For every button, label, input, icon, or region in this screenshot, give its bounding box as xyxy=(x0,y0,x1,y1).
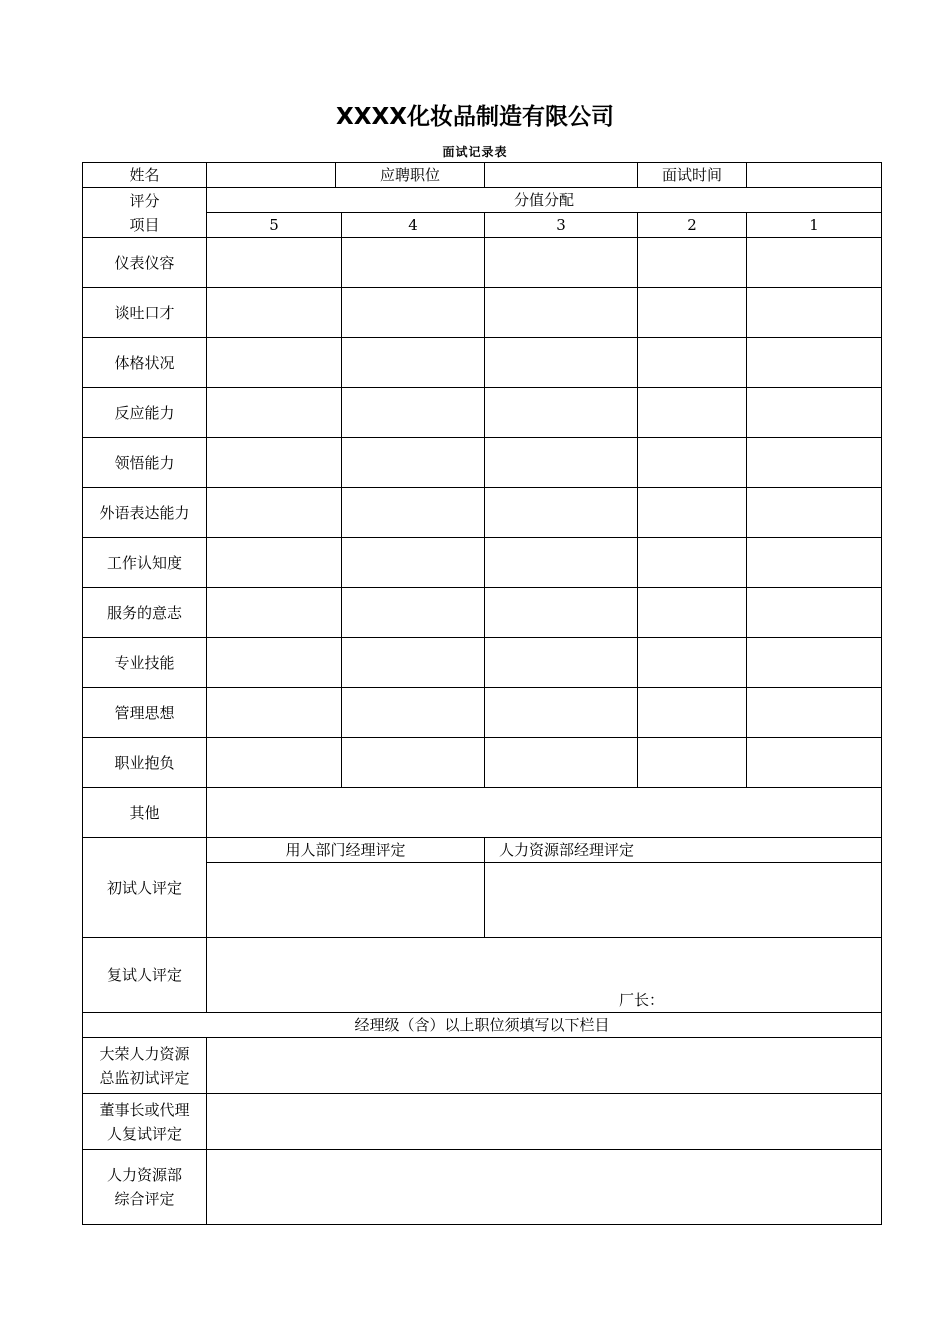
score-4-header: 4 xyxy=(342,213,485,238)
criteria-label: 职业抱负 xyxy=(83,738,207,788)
score-cell-4[interactable] xyxy=(342,238,485,288)
score-cell-4[interactable] xyxy=(342,638,485,688)
score-cell-1[interactable] xyxy=(747,588,882,638)
criteria-label: 服务的意志 xyxy=(83,588,207,638)
dept-manager-review-field[interactable] xyxy=(207,863,485,938)
initial-review-label: 初试人评定 xyxy=(83,838,207,938)
dept-manager-review-label: 用人部门经理评定 xyxy=(207,838,485,863)
score-cell-2[interactable] xyxy=(638,288,747,338)
score-cell-4[interactable] xyxy=(342,688,485,738)
label-line: 人复试评定 xyxy=(106,1124,182,1143)
criteria-row xyxy=(83,638,882,688)
second-review-label: 复试人评定 xyxy=(83,938,207,1013)
score-cell-1[interactable] xyxy=(747,488,882,538)
criteria-label: 专业技能 xyxy=(83,638,207,688)
score-cell-5[interactable] xyxy=(207,538,342,588)
score-cell-4[interactable] xyxy=(342,538,485,588)
label-line: 董事长或代理 xyxy=(99,1100,190,1119)
score-cell-1[interactable] xyxy=(747,338,882,388)
criteria-label: 仪表仪容 xyxy=(83,238,207,288)
score-cell-4[interactable] xyxy=(342,288,485,338)
score-cell-1[interactable] xyxy=(747,638,882,688)
score-cell-1[interactable] xyxy=(747,438,882,488)
interview-time-field[interactable] xyxy=(747,163,882,188)
label-line: 综合评定 xyxy=(114,1190,175,1208)
score-cell-3[interactable] xyxy=(485,438,638,488)
score-cell-3[interactable] xyxy=(485,338,638,388)
score-cell-5[interactable] xyxy=(207,388,342,438)
criteria-label: 管理思想 xyxy=(83,688,207,738)
score-cell-2[interactable] xyxy=(638,538,747,588)
criteria-label: 谈吐口才 xyxy=(83,288,207,338)
other-label: 其他 xyxy=(83,788,207,838)
score-cell-5[interactable] xyxy=(207,438,342,488)
hr-manager-review-label: 人力资源部经理评定 xyxy=(485,838,882,863)
score-cell-5[interactable] xyxy=(207,738,342,788)
score-cell-2[interactable] xyxy=(638,638,747,688)
hr-dept-overall-review-field[interactable] xyxy=(207,1150,882,1225)
score-cell-3[interactable] xyxy=(485,388,638,438)
criteria-row xyxy=(83,438,882,488)
factory-director-label: 厂长： xyxy=(619,991,665,1009)
criteria-label: 领悟能力 xyxy=(83,438,207,488)
score-cell-2[interactable] xyxy=(638,438,747,488)
score-item-label-line1: 评分 xyxy=(129,191,160,210)
score-cell-3[interactable] xyxy=(485,588,638,638)
criteria-label: 工作认知度 xyxy=(83,538,207,588)
score-cell-3[interactable] xyxy=(485,688,638,738)
score-cell-1[interactable] xyxy=(747,238,882,288)
score-cell-4[interactable] xyxy=(342,588,485,638)
score-cell-3[interactable] xyxy=(485,638,638,688)
score-cell-5[interactable] xyxy=(207,288,342,338)
hr-manager-review-field[interactable] xyxy=(485,863,882,938)
score-cell-1[interactable] xyxy=(747,388,882,438)
hr-director-initial-review-field[interactable] xyxy=(207,1038,882,1094)
criteria-row xyxy=(83,688,882,738)
criteria-label: 外语表达能力 xyxy=(83,488,207,538)
label-line: 人力资源部 xyxy=(106,1166,182,1184)
hr-dept-overall-review-label xyxy=(83,1150,207,1225)
score-cell-2[interactable] xyxy=(638,688,747,738)
name-label: 姓名 xyxy=(83,163,207,188)
manager-level-note: 经理级（含）以上职位须填写以下栏目 xyxy=(83,1013,882,1038)
score-cell-3[interactable] xyxy=(485,538,638,588)
score-2-header: 2 xyxy=(638,213,747,238)
score-cell-3[interactable] xyxy=(485,738,638,788)
score-3-header: 3 xyxy=(485,213,638,238)
score-cell-4[interactable] xyxy=(342,738,485,788)
score-cell-5[interactable] xyxy=(207,488,342,538)
score-cell-2[interactable] xyxy=(638,388,747,438)
score-cell-1[interactable] xyxy=(747,738,882,788)
score-cell-3[interactable] xyxy=(485,288,638,338)
criteria-row xyxy=(83,488,882,538)
score-cell-5[interactable] xyxy=(207,638,342,688)
score-cell-2[interactable] xyxy=(638,488,747,538)
criteria-row xyxy=(83,388,882,438)
name-field[interactable] xyxy=(207,163,336,188)
score-item-header xyxy=(83,188,207,238)
chairman-second-review-label xyxy=(83,1094,207,1150)
criteria-row xyxy=(83,338,882,388)
interview-record-table xyxy=(82,162,882,1225)
score-cell-3[interactable] xyxy=(485,488,638,538)
second-review-field[interactable] xyxy=(207,938,882,1013)
score-cell-2[interactable] xyxy=(638,738,747,788)
score-distribution-label: 分值分配 xyxy=(207,188,882,213)
criteria-label: 反应能力 xyxy=(83,388,207,438)
criteria-label: 体格状况 xyxy=(83,338,207,388)
interview-time-label: 面试时间 xyxy=(638,163,747,188)
other-field[interactable] xyxy=(207,788,882,838)
score-5-header: 5 xyxy=(207,213,342,238)
criteria-row xyxy=(83,238,882,288)
score-cell-2[interactable] xyxy=(638,588,747,638)
score-cell-4[interactable] xyxy=(342,488,485,538)
position-field[interactable] xyxy=(485,163,638,188)
criteria-row xyxy=(83,738,882,788)
score-cell-2[interactable] xyxy=(638,338,747,388)
score-cell-5[interactable] xyxy=(207,588,342,638)
position-label: 应聘职位 xyxy=(336,163,485,188)
score-cell-4[interactable] xyxy=(342,388,485,438)
score-cell-5[interactable] xyxy=(207,238,342,288)
score-1-header: 1 xyxy=(747,213,882,238)
score-cell-2[interactable] xyxy=(638,238,747,288)
score-cell-1[interactable] xyxy=(747,538,882,588)
score-cell-1[interactable] xyxy=(747,688,882,738)
score-item-label-line2: 项目 xyxy=(129,215,160,234)
criteria-row xyxy=(83,588,882,638)
label-line: 总监初试评定 xyxy=(99,1068,190,1087)
criteria-row xyxy=(83,288,882,338)
score-cell-3[interactable] xyxy=(485,238,638,288)
hr-director-initial-review-label xyxy=(83,1038,207,1094)
score-cell-5[interactable] xyxy=(207,338,342,388)
score-cell-1[interactable] xyxy=(747,288,882,338)
chairman-second-review-field[interactable] xyxy=(207,1094,882,1150)
label-line: 大荣人力资源 xyxy=(99,1044,190,1063)
criteria-row xyxy=(83,538,882,588)
score-cell-4[interactable] xyxy=(342,438,485,488)
score-cell-4[interactable] xyxy=(342,338,485,388)
score-cell-5[interactable] xyxy=(207,688,342,738)
form-title: 面试记录表 xyxy=(442,145,508,159)
company-title: XXXX化妆品制造有限公司 xyxy=(336,104,614,130)
